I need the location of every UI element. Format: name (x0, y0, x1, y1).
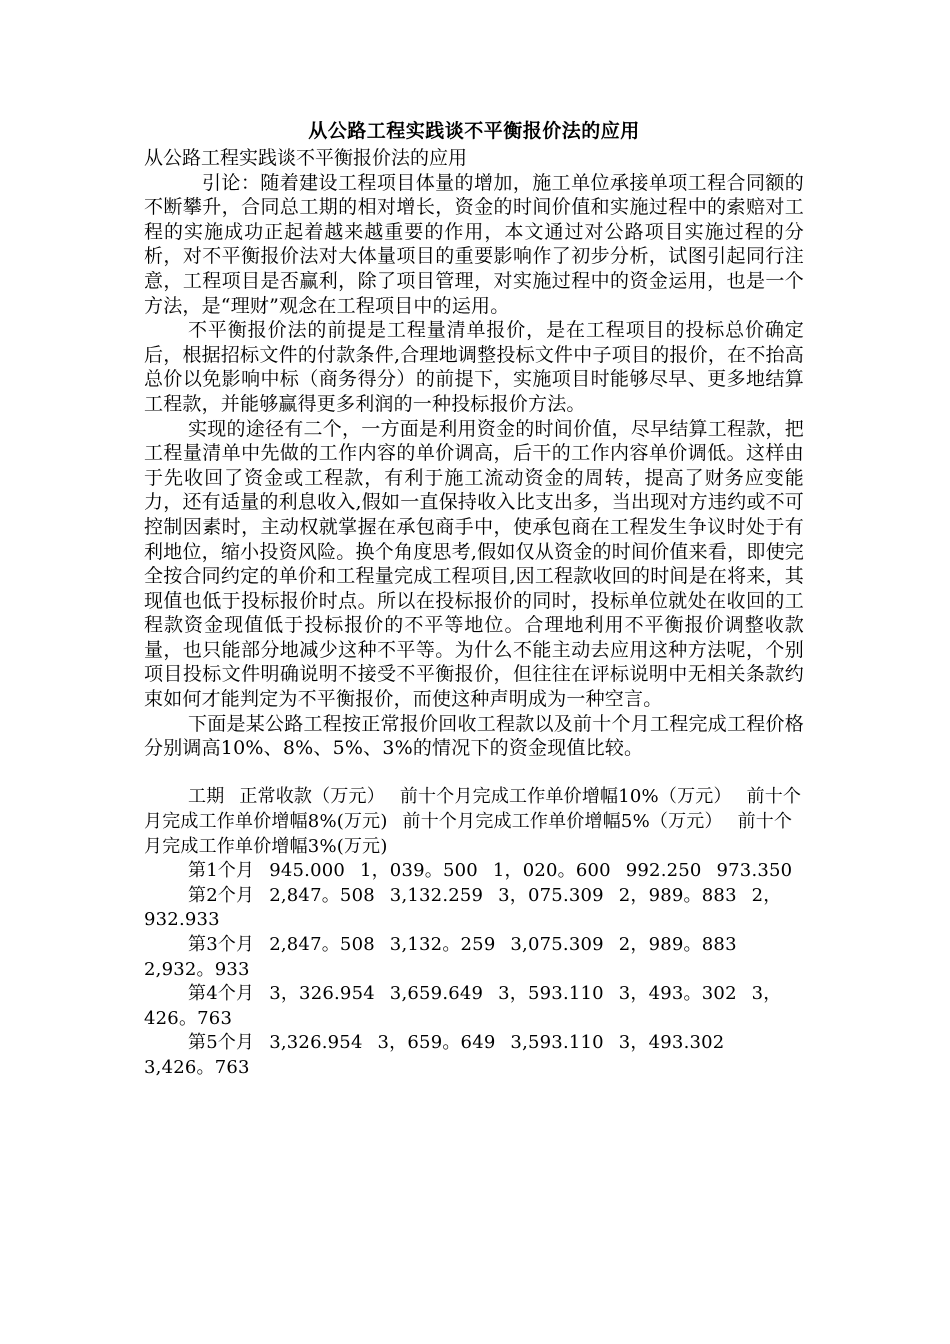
row-10pct: 3,659.649 (389, 983, 484, 1005)
row-period: 第5个月 (188, 1032, 255, 1054)
blank-line (144, 761, 804, 786)
row-3pct: 2,932。933 (144, 958, 250, 980)
row-8pct: 3,593.110 (510, 1032, 604, 1054)
row-period: 第3个月 (188, 934, 255, 955)
row-10pct: 1，039。500 (359, 860, 478, 882)
header-5pct: 前十个月完成工作单价增幅5%（万元） (402, 811, 723, 833)
table-header-row (144, 785, 804, 859)
table-row (144, 933, 804, 982)
paragraph-introduction: 引论：随着建设工程项目体量的增加，施工单位承接单项工程合同额的不断攀升，合同总工期的相对增长，资金的时间价值和实施过程中的索赔对工程的实施成功正起着越来越重要的作用，本文通过对公路项目实施过程的分析，对不平衡报价法对大体量项目的重要影响作了初步分析，试图引起同行注意，工程项目是否赢利，除了项目管理，对实施过程中的资金运用，也是一个方法，是“理财”观念在工程项目中的运用。 (144, 171, 804, 317)
table-row (144, 1031, 804, 1080)
row-5pct: 2，989。883 (618, 934, 737, 955)
row-10pct: 3，659。649 (377, 1032, 496, 1054)
row-3pct: 3,426。763 (144, 1056, 250, 1078)
paragraph-premise: 不平衡报价法的前提是工程量清单报价，是在工程项目的投标总价确定后，根据招标文件的付款条件,合理地调整投标文件中子项目的报价，在不抬高总价以免影响中标（商务得分）的前提下，实施项目时能够尽早、更多地结算工程款，并能够赢得更多利润的一种投标报价方法。 (144, 319, 804, 415)
header-period: 工期 (188, 786, 225, 808)
row-normal: 945.000 (269, 860, 346, 882)
row-normal: 2,847。508 (269, 884, 375, 906)
row-period: 第2个月 (188, 884, 255, 906)
row-5pct: 2，989。883 (618, 884, 737, 906)
row-8pct: 3，075.309 (498, 884, 604, 906)
header-10pct: 前十个月完成工作单价增幅10%（万元） (399, 786, 732, 808)
row-3pct: 973.350 (716, 860, 793, 882)
table-row (144, 884, 804, 933)
paragraph-approach: 实现的途径有二个，一方面是利用资金的时间价值，尽早结算工程款，把工程量清单中先做的工作内容的单价调高，后干的工作内容单价调低。这样由于先收回了资金或工程款，有利于施工流动资金的周转，提高了财务应变能力，还有适量的利息收入,假如一直保持收入比支出多，当出现对方违约或不可控制因素时，主动权就掌握在承包商手中，使承包商在工程发生争议时处于有利地位，缩小投资风险。换个角度思考,假如仅从资金的时间价值来看，即使完全按合同约定的单价和工程量完成工程项目,因工程款收回的时间是在将来，其现值也低于投标报价时点。所以在投标报价的同时，投标单位就处在收回的工程款资金现值低于投标报价的不平等地位。合理地利用不平衡报价调整收款量，也只能部分地减少这种不平等。为什么不能主动去应用这种方法呢，个别项目投标文件明确说明不接受不平衡报价，但往往在评标说明中无相关条款约束如何才能判定为不平衡报价，而使这种声明成为一种空言。 (144, 417, 804, 711)
row-10pct: 3,132。259 (389, 934, 496, 955)
row-normal: 3,326.954 (269, 1032, 363, 1054)
row-3pct: 3，426。763 (144, 983, 782, 1029)
row-8pct: 3,075.309 (510, 934, 604, 955)
row-period: 第1个月 (188, 860, 255, 882)
row-5pct: 3，493.302 (618, 1032, 725, 1054)
header-8pct: 前十个月完成工作单价增幅8%(万元) (144, 786, 802, 833)
header-normal: 正常收款（万元） (239, 786, 385, 808)
document-subtitle: 从公路工程实践谈不平衡报价法的应用 (144, 147, 468, 169)
table-row (144, 859, 804, 884)
row-8pct: 1，020。600 (492, 860, 611, 882)
row-3pct: 2，932.933 (144, 884, 782, 931)
table-row (144, 982, 804, 1031)
row-normal: 2,847。508 (269, 934, 375, 955)
document-page (144, 118, 804, 1081)
row-8pct: 3，593.110 (498, 983, 604, 1005)
row-5pct: 3，493。302 (618, 983, 737, 1005)
row-5pct: 992.250 (625, 860, 702, 882)
document-title: 从公路工程实践谈不平衡报价法的应用 (308, 120, 640, 142)
row-normal: 3，326.954 (269, 983, 375, 1005)
header-3pct: 前十个月完成工作单价增幅3%(万元) (144, 811, 793, 857)
paragraph-comparison-intro: 下面是某公路工程按正常报价回收工程款以及前十个月工程完成工程价格分别调高10%、8%、5%、3%的情况下的资金现值比较。 (144, 712, 804, 760)
row-period: 第4个月 (188, 983, 255, 1005)
row-10pct: 3,132.259 (389, 884, 484, 906)
